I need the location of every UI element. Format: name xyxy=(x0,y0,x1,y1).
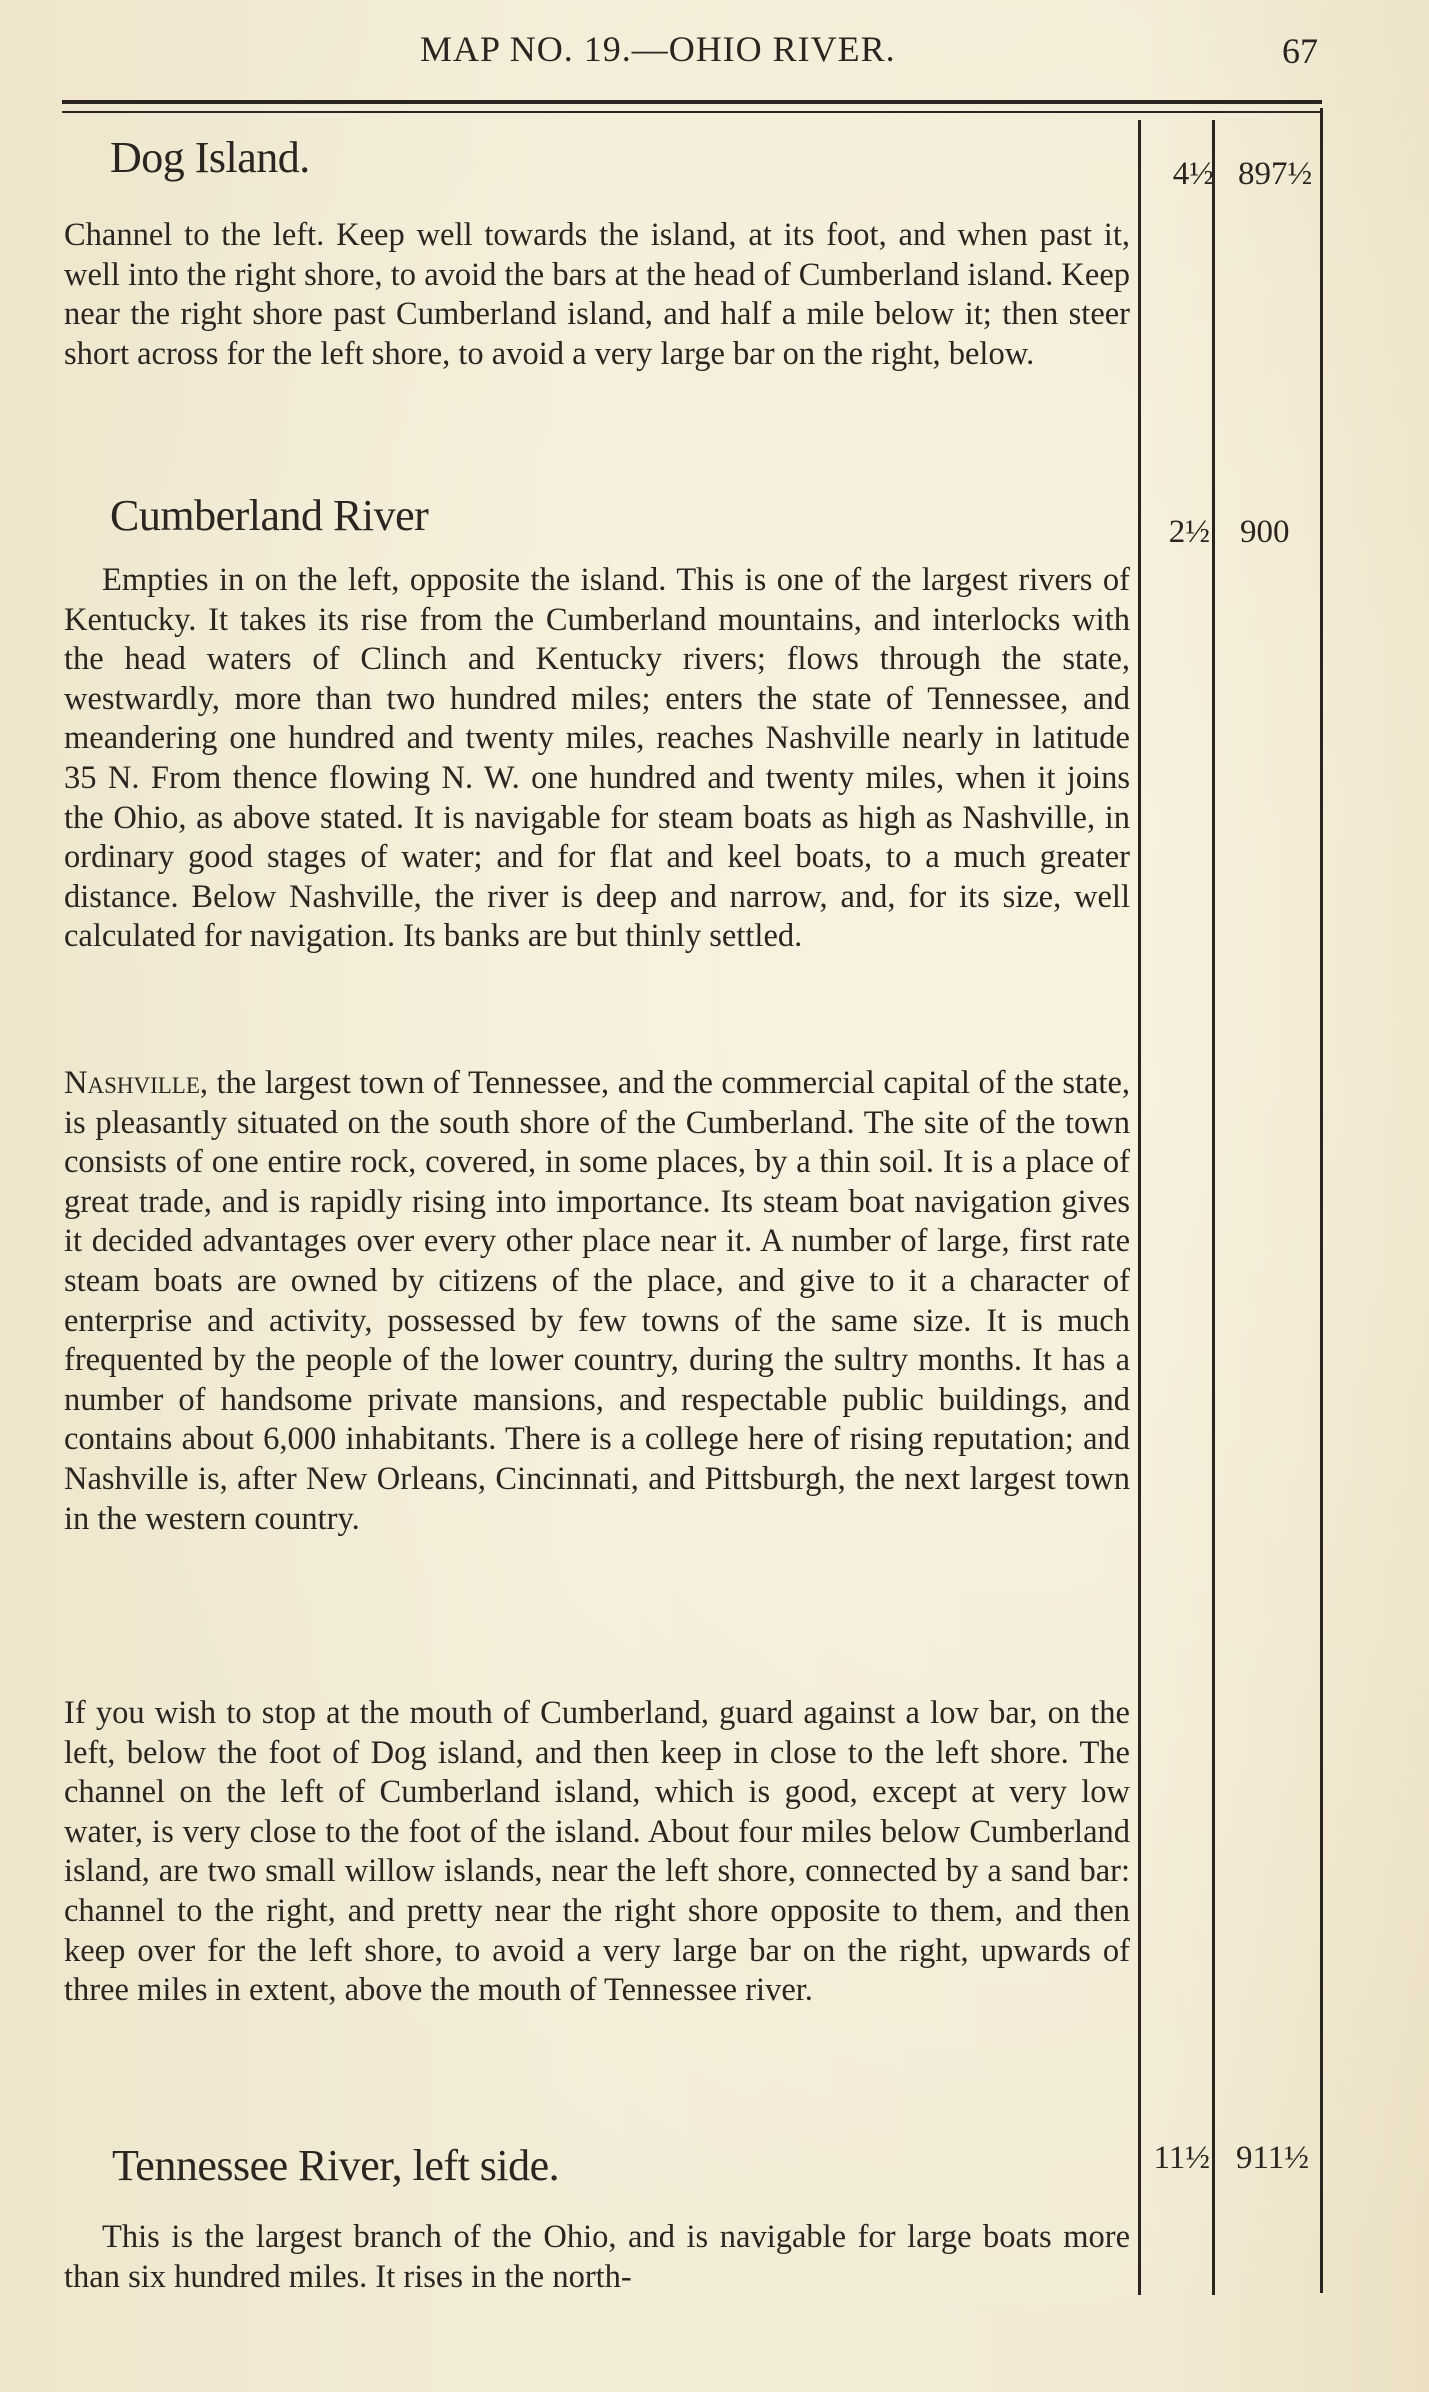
running-head: MAP NO. 19.—OHIO RIVER. xyxy=(420,29,896,69)
paragraph-tennessee-river: This is the largest branch of the Ohio, and is navigable for large boats more than six hundred miles. It rises in the north- xyxy=(64,2219,1130,2295)
column-divider-text xyxy=(1138,120,1141,2295)
paragraph-cumberland-description: Empties in on the left, opposite the island. This is one of the largest rivers of Kentucky. It takes its rise from the Cumberland mountains, and interlocks with the head waters of Clinch and Kentucky rivers; flows through the state, westwardly, more than two hundred miles; enters the state of Tennessee, and meandering one hundred and twenty miles, reaches Nashville nearly in latitude 35 N. From thence flowing N. W. one hundred and twenty miles, when it joins the Ohio, as above stated. It is navigable for steam boats as high as Nashville, in ordinary good stages of water; and for flat and keel boats, to a much greater distance. Below Nashville, the river is deep and narrow, and, for its size, well calculated for navigation. Its banks are but thinly settled. xyxy=(64,562,1130,955)
distance-dog-island: 4½ xyxy=(1172,156,1214,192)
section-heading-dog-island: Dog Island. xyxy=(110,133,310,182)
header-rule-thin xyxy=(62,111,1322,113)
column-divider-total xyxy=(1320,108,1323,2293)
header-rule xyxy=(62,100,1322,104)
paragraph-nashville xyxy=(64,1064,1130,1539)
paragraph-cumberland-navigation: If you wish to stop at the mouth of Cumberland, guard against a low bar, on the left, below the foot of Dog island, and then keep in close to the left shore. The channel on the left of Cumberland island, which is good, except at very low water, is very close to the foot of the island. About four miles below Cumberland island, are two small willow islands, near the left shore, connected by a sand bar: channel to the right, and pretty near the right shore opposite to them, and then keep over for the left shore, to avoid a very large bar on the right, upwards of three miles in extent, above the mouth of Tennessee river. xyxy=(64,1695,1130,2009)
paragraph-nashville-text: the largest town of Tennessee, and the commercial capital of the state, is pleasantly situated on the south shore of the Cumberland. The site of the town consists of one entire rock, covered, in some places, by a thin soil. It is a place of great trade, and is rapidly rising into importance. Its steam boat navigation gives it decided advantages over every other place near it. A number of large, first rate steam boats are owned by citizens of the place, and give to it a character of enterprise and activity, possessed by few towns of the same size. It is much frequented by the people of the lower country, during the sultry months. It has a number of handsome private mansions, and respectable public buildings, and contains about 6,000 inhabitants. There is a college here of rising reputation; and Nashville is, after New Orleans, Cincinnati, and Pittsburgh, the next largest town in the western country. xyxy=(64,1065,1131,1537)
total-tennessee-river: 911½ xyxy=(1236,2140,1310,2176)
nashville-smallcaps: Nashville, xyxy=(64,1065,209,1101)
section-heading-cumberland-river: Cumberland River xyxy=(110,491,429,540)
section-heading-tennessee-river: Tennessee River, left side. xyxy=(112,2141,560,2190)
paragraph-dog-island: Channel to the left. Keep well towards the island, at its foot, and when past it, well into the right shore, to avoid the bars at the head of Cumberland island. Keep near the right shore past Cumberland island, and half a mile below it; then steer short across for the left shore, to avoid a very large bar on the right, below. xyxy=(64,217,1130,372)
column-divider-distance xyxy=(1212,120,1215,2295)
total-dog-island: 897½ xyxy=(1238,156,1313,192)
page-number: 67 xyxy=(1282,31,1318,71)
distance-cumberland-river: 2½ xyxy=(1168,514,1210,550)
total-cumberland-river: 900 xyxy=(1240,514,1290,550)
distance-tennessee-river: 11½ xyxy=(1153,2140,1210,2176)
